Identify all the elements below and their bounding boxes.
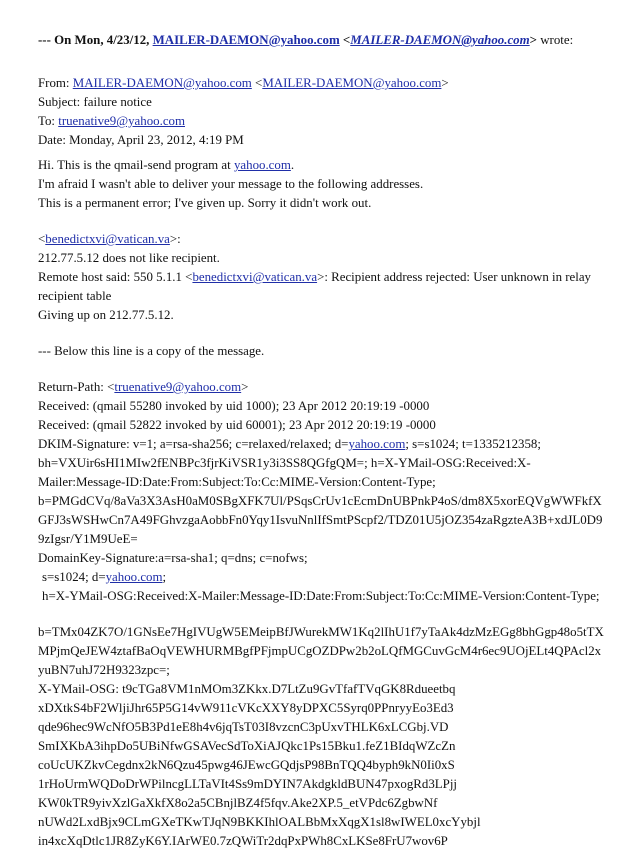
failure-line-3: Remote host said: 550 5.1.1 <benedictxvi@vatican.va>: Recipient address rejected: User unknown in relay: [38, 270, 592, 284]
yahoo-domain-link[interactable]: yahoo.com: [233, 158, 291, 172]
dkim-line-3: Mailer:Message-ID:Date:From:Subject:To:Cc:MIME-Version:Content-Type;: [38, 475, 436, 489]
ymail-osg-line-7: KW0kTR9yivXzlGaXkfX8o2a5CBnjlBZ4f5fqv.Ake2XP.5_etVPdc6ZgbwNf: [38, 796, 438, 810]
failure-line-4: recipient table: [38, 289, 112, 303]
from-line: From: MAILER-DAEMON@yahoo.com <MAILER-DAEMON@yahoo.com>: [38, 76, 449, 90]
date-line: Date: Monday, April 23, 2012, 4:19 PM: [38, 133, 244, 147]
subject-line: Subject: failure notice: [38, 95, 152, 109]
return-path-line: Return-Path: <truenative9@yahoo.com>: [38, 380, 249, 394]
intro-line-2: I'm afraid I wasn't able to deliver your message to the following addresses.: [38, 177, 424, 191]
dkim-domain-link[interactable]: yahoo.com: [348, 437, 406, 451]
dkim-line-2: bh=VXUir6sHI1MIw2fENBPc3fjrKiVSR1y3i3SS8QGfgQM=; h=X-YMail-OSG:Received:X-: [38, 456, 531, 470]
intro-line-3: This is a permanent error; I've given up. Sorry it didn't work out.: [38, 196, 372, 210]
sender-email-link[interactable]: MAILER-DAEMON@yahoo.com: [152, 33, 340, 47]
quote-header: --- On Mon, 4/23/12, MAILER-DAEMON@yahoo.com <MAILER-DAEMON@yahoo.com> wrote:: [38, 33, 574, 47]
received-line-2: Received: (qmail 52822 invoked by uid 60001); 23 Apr 2012 20:19:19 -0000: [38, 418, 436, 432]
from-email-link-2[interactable]: MAILER-DAEMON@yahoo.com: [262, 76, 442, 90]
failed-address-line: <benedictxvi@vatican.va>:: [38, 232, 181, 246]
signature-b-line-3: yuBN7uhJ72H9323zpc=;: [38, 663, 170, 677]
copy-note: --- Below this line is a copy of the message.: [38, 344, 265, 358]
failed-address-link[interactable]: benedictxvi@vatican.va: [45, 232, 170, 246]
to-email-link[interactable]: truenative9@yahoo.com: [58, 114, 186, 128]
to-line: To: truenative9@yahoo.com: [38, 114, 186, 128]
ymail-osg-line-4: SmIXKbA3ihpDo5UBiNfwGSAVecSdToXiAJQkc1Ps15Bku1.feZ1BIdqWZcZn: [38, 739, 456, 753]
failure-line-2: 212.77.5.12 does not like recipient.: [38, 251, 220, 265]
domainkey-line-1: DomainKey-Signature:a=rsa-sha1; q=dns; c=nofws;: [38, 551, 308, 565]
sender-email-link-2[interactable]: MAILER-DAEMON@yahoo.com: [350, 33, 530, 47]
domainkey-domain-link[interactable]: yahoo.com: [105, 570, 163, 584]
email-document: [38, 31, 608, 851]
dkim-line-4: b=PMGdCVq/8aVa3X3AsH0aM0SBgXFK7Ul/PSqsCrUv1cEcmDnUBPnkP4oS/dm8X5xorEQVgWWFkfX: [38, 494, 602, 508]
ymail-osg-line-2: xDXtkS4bF2WljiJhr65P5G14vW911cVKcXXY8yDPXC5Syrq0PPnryyEo3Ed3: [38, 701, 454, 715]
signature-b-line-2: MPjmQeJEW4ztafBaOqVEWHURMBgfPFjmpUCgOZDPw2b2oLQfMGCuvGcM4r6ec9UOjELt4QPAcl2x: [38, 644, 602, 658]
dkim-line-1: DKIM-Signature: v=1; a=rsa-sha256; c=relaxed/relaxed; d=yahoo.com; s=s1024; t=1335212358;: [38, 437, 541, 451]
domainkey-line-3: h=X-YMail-OSG:Received:X-Mailer:Message-ID:Date:From:Subject:To:Cc:MIME-Version:Content-Type;: [42, 589, 600, 603]
ymail-osg-line-9: in4xcXqDtlc1JR8ZyK6Y.IArWE0.7zQWiTr2dqPxPWh8CxLKSe8FrU7wov6P: [38, 834, 448, 848]
dkim-line-6: 9zIgsr/Y1M9UeE=: [38, 532, 138, 546]
signature-b-line-1: b=TMx04ZK7O/1GNsEe7HgIVUgW5EMeipBfJWurekMW1Kq2lIhU1f7yTaAk4dzMzEGg8bhGgp48o5tTX: [38, 625, 604, 639]
ymail-osg-line-6: 1rHoUrmWQDoDrWPilncgLLTaVIt4Ss9mDYIN7AkdgkldBUN47pxogRd3LPjj: [38, 777, 457, 791]
return-path-link[interactable]: truenative9@yahoo.com: [114, 380, 242, 394]
ymail-osg-line-8: nUWd2LxdBjx9CLmGXeTKwTJqN9BKKIhlOALBbMxXqgX1sl8wIWEL0xcYybjl: [38, 815, 481, 829]
domainkey-line-2: s=s1024; d=yahoo.com;: [42, 570, 167, 584]
failed-address-link-2[interactable]: benedictxvi@vatican.va: [192, 270, 318, 284]
ymail-osg-line-5: coUcUKZkvCegdnx2kN6Qzu45pwg46JEwcGQdjsP98BnTQQ4byph9kN0Ii0xS: [38, 758, 455, 772]
intro-line-1: Hi. This is the qmail-send program at yahoo.com.: [38, 158, 295, 172]
ymail-osg-line-3: qde96hec9WcNfO5B3Pd1eE8h4v6jqTsT03I8vzcnC3pUxvTHLK6xLCGbj.VD: [38, 720, 449, 734]
failure-line-5: Giving up on 212.77.5.12.: [38, 308, 174, 322]
ymail-osg-line-1: X-YMail-OSG: t9cTGa8VM1nMOm3ZKkx.D7LtZu9GvTfafTVqGK8Rdueetbq: [38, 682, 456, 696]
dkim-line-5: GFJ3sWSHwCn7A49FGhvzgaAobbFn0Yqy1IsvuNnlIfSmtPScpf2/TDZ01U5jOZ354zaRgzteA3B+xdJL0D9: [38, 513, 603, 527]
received-line-1: Received: (qmail 55280 invoked by uid 1000); 23 Apr 2012 20:19:19 -0000: [38, 399, 430, 413]
from-email-link[interactable]: MAILER-DAEMON@yahoo.com: [72, 76, 252, 90]
